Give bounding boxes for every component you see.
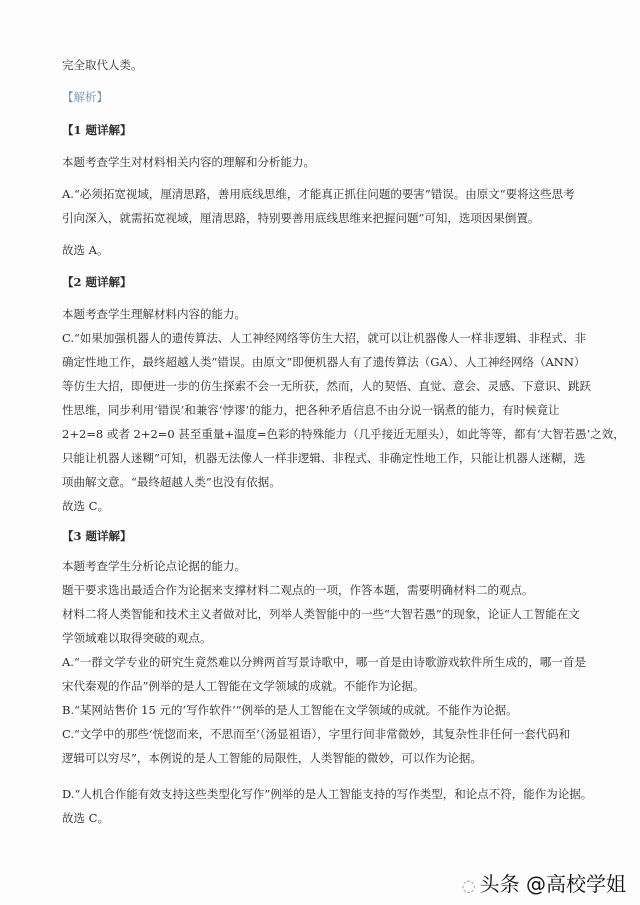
text-line: 宋代秦观的作品”例举的是人工智能在文学领域的成就。不能作为论据。	[62, 679, 425, 693]
text-line: 确定性地工作，最终超越人类”错误。由原文“即便机器人有了遗传算法（GA）、人工神经网络（ANN）	[62, 355, 586, 369]
text-line: B.“某网站售价 15 元的‘写作软件’”例举的是人工智能在文学领域的成就。不能作为论据。	[62, 703, 518, 717]
text-line: C.“如果加强机器人的遗传算法、人工神经网络等仿生大招，就可以让机器像人一样非逻辑、非程式、非	[62, 331, 586, 345]
text-line: C.“文学中的那些‘恍惚而来，不思而至’（汤显祖语），字里行间非常微妙，其复杂性非任何一套代码和	[62, 727, 571, 741]
text-line: 等仿生大招，即便进一步的仿生探索不会一无所获，然而，人的契悟、直觉、意会、灵感、下意识、跳跃	[62, 379, 591, 393]
answer-line: 故选 C。	[62, 499, 109, 513]
text-line: 只能让机器人迷糊”可知，机器无法像人一样非逻辑、非程式、非确定性地工作，只能让机器人迷糊，选	[62, 451, 586, 465]
text-line: 性思维，同步利用‘错误’和兼容‘悖谬’的能力，把各种矛盾信息不由分说一锅煮的能力，有时候竟让	[62, 403, 560, 417]
text-line: 题干要求选出最适合作为论据来支撑材料二观点的一项，作答本题，需要明确材料二的观点。	[62, 583, 534, 597]
text-line: 完全取代人类。	[62, 58, 143, 72]
wechat-icon: ◌	[461, 876, 476, 895]
watermark	[462, 868, 626, 897]
text-line: 引向深入，就需拓宽视域，厘清思路，特别要善用底线思维来把握问题”可知，选项因果倒置。	[62, 211, 540, 225]
text-line: 逻辑可以穷尽”，本例说的是人工智能的局限性，人类智能的微妙，可以作为论据。	[62, 751, 482, 765]
text-line: 本题考查学生对材料相关内容的理解和分析能力。	[62, 155, 315, 169]
section-heading: 【3 题详解】	[62, 529, 132, 543]
text-line: D.“人机合作能有效支持这些类型化写作”例举的是人工智能支持的写作类型，和论点不符，能作为论据。	[62, 787, 593, 801]
section-heading: 【2 题详解】	[62, 275, 132, 289]
section-heading: 【1 题详解】	[62, 123, 132, 137]
text-line: 2+2=8 或者 2+2=0 甚至重量+温度=色彩的特殊能力（几乎接近无厘头），如此等等，都有‘大智若愚’之效，	[62, 427, 625, 441]
text-line: 本题考查学生理解材料内容的能力。	[62, 307, 246, 321]
watermark-text: 头条 @高校学姐	[479, 872, 626, 896]
answer-line: 故选 A。	[62, 243, 109, 257]
text-line: A.“一群文学专业的研究生竟然难以分辨两首写景诗歌中，哪一首是由诗歌游戏软件所生成的，哪一首是	[62, 655, 586, 669]
text-line: 项曲解文意。“最终超越人类”也没有依据。	[62, 475, 281, 489]
text-line: A.“必须拓宽视域，厘清思路，善用底线思维，才能真正抓住问题的要害”错误。由原文“要将这些思考	[62, 187, 575, 201]
text-line: 材料二将人类智能和技术主义者做对比，列举人类智能中的一些“大智若愚”的现象，论证人工智能在文	[62, 607, 580, 621]
answer-line: 故选 C。	[62, 811, 109, 825]
analysis-label: 【解析】	[62, 90, 108, 104]
text-line: 学领域难以取得突破的观点。	[62, 631, 212, 645]
text-line: 本题考查学生分析论点论据的能力。	[62, 559, 246, 573]
